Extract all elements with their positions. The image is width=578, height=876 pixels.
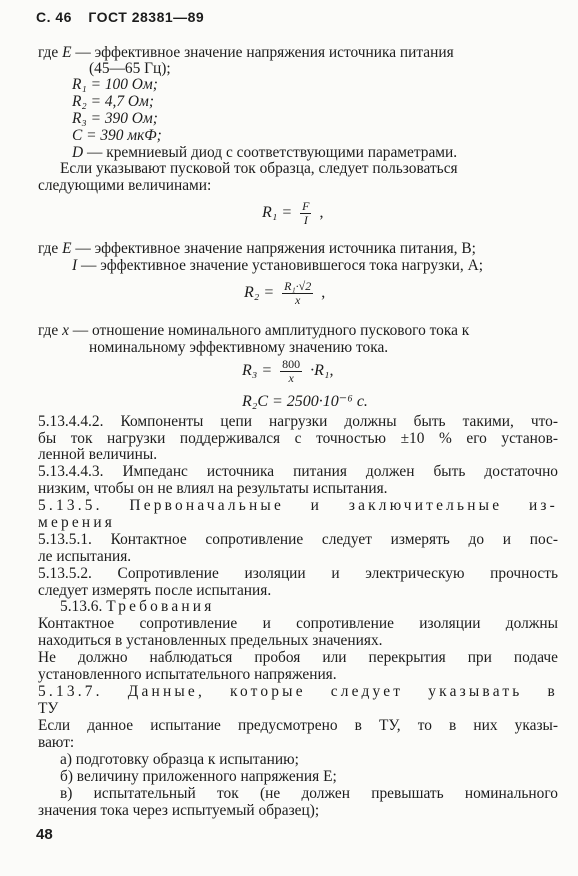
formula-r2 — [244, 280, 325, 307]
legend3-x-line2: номинальному эффективному значению тока. — [89, 339, 389, 356]
legend2-i-text: — эффективное значение установившегося тока нагрузки, А; — [81, 257, 484, 274]
clause-5-13-4-4-3-line2: низким, чтобы он не влиял на результаты испытания. — [38, 480, 388, 497]
clause-5-13-7-heading-line2: ТУ — [38, 700, 59, 717]
clause-5-13-6-heading — [60, 598, 215, 616]
clause-5-13-6-title: Требования — [106, 598, 215, 615]
paragraph-start-line1: Если указывают пусковой ток образца, следует пользоваться — [60, 160, 458, 177]
clause-5-13-6-p1-line2: находиться в установленных предельных значениях. — [38, 632, 383, 649]
symbol-i: I — [72, 257, 78, 274]
legend3-x-text: — отношение номинального амплитудного пускового тока к — [72, 322, 470, 339]
clause-5-13-7-heading-line1: 5.13.7. Данные, которые следует указывать в — [38, 683, 558, 700]
legend2-e-line — [38, 240, 476, 258]
page-header — [36, 8, 204, 26]
formula-r1-tail: , — [319, 204, 324, 222]
formula-r1-numerator: F — [302, 199, 310, 213]
formula-r2c: R₂C = 2500·10⁻⁶ c. — [242, 393, 368, 410]
formula-r2-denominator: x — [295, 293, 301, 307]
legend1-r2: R₂ = 4,7 Ом; — [72, 93, 154, 110]
page-footer-number: 48 — [36, 826, 53, 843]
list-item-c-line2: значения тока через испытуемый образец); — [38, 802, 320, 819]
formula-r2-fraction — [282, 280, 313, 307]
list-item-b: б) величину приложенного напряжения E; — [60, 768, 337, 785]
symbol-x: x — [62, 322, 69, 339]
legend2-i-line — [72, 257, 483, 275]
formula-r3-fraction — [280, 358, 302, 385]
formula-r2-tail: , — [321, 284, 326, 302]
clause-5-13-6-p2-line1: Не должно наблюдаться пробоя или перекрытия при подаче — [38, 649, 558, 666]
formula-r2-lhs: R₂ = — [244, 284, 275, 302]
legend-intro: где — [38, 322, 59, 339]
legend1-d-text: — кремниевый диод с соответствующими параметрами. — [86, 144, 458, 161]
formula-r2-numerator: R₁·√2 — [284, 279, 312, 293]
clause-5-13-4-4-2-line2: бы ток нагрузки поддерживался с точностью ±10 % его установ- — [38, 430, 558, 447]
formula-r1-fraction — [300, 200, 311, 227]
list-item-a: а) подготовку образца к испытанию; — [60, 751, 299, 768]
symbol-d: D — [72, 144, 84, 161]
clause-5-13-7-p-line2: вают: — [38, 734, 75, 751]
symbol-e: E — [62, 44, 72, 61]
clause-5-13-7-p-line1: Если данное испытание предусмотрено в ТУ, то в них указы- — [38, 717, 558, 734]
clause-5-13-5-heading-line1: 5.13.5. Первоначальные и заключительные из- — [38, 497, 558, 514]
legend-intro: где — [38, 44, 59, 61]
list-item-c-line1: в) испытательный ток (не должен превышать номинального — [60, 785, 558, 802]
formula-r1 — [262, 200, 323, 227]
clause-5-13-4-4-3-line1: 5.13.4.4.3. Импеданс источника питания должен быть достаточно — [38, 463, 558, 480]
header-standard: ГОСТ 28381—89 — [88, 9, 205, 25]
clause-5-13-5-2-line2: следует измерять после испытания. — [38, 582, 272, 599]
formula-r1-denominator: I — [303, 213, 308, 227]
formula-r3-numerator: 800 — [282, 357, 301, 371]
legend1-r1: R₁ = 100 Ом; — [72, 76, 158, 93]
formula-r3 — [242, 358, 333, 385]
clause-5-13-5-2-line1: 5.13.5.2. Сопротивление изоляции и электрическую прочность — [38, 565, 558, 582]
formula-r3-lhs: R₃ = — [242, 362, 273, 380]
clause-5-13-6-number: 5.13.6. — [60, 598, 103, 615]
clause-5-13-6-p1-line1: Контактное сопротивление и сопротивление изоляции должны — [38, 615, 558, 632]
clause-5-13-5-1-line1: 5.13.5.1. Контактное сопротивление следует измерять до и пос- — [38, 531, 558, 548]
formula-r3-tail: ·R₁, — [310, 362, 334, 380]
legend-intro: где — [38, 240, 59, 257]
legend1-c: C = 390 мкФ; — [72, 127, 162, 144]
clause-5-13-5-heading-line2: мерения — [38, 514, 116, 531]
paragraph-start-line2: следующими величинами: — [38, 177, 212, 194]
clause-5-13-5-1-line2: ле испытания. — [38, 548, 132, 565]
legend1-e-line2: (45—65 Гц); — [89, 60, 171, 77]
legend2-e-text: — эффективное значение напряжения источника питания, В; — [75, 240, 476, 257]
header-page-number: С. 46 — [36, 9, 72, 25]
legend1-e-text: — эффективное значение напряжения источника питания — [75, 44, 454, 61]
clause-5-13-4-4-2-line1: 5.13.4.4.2. Компоненты цепи нагрузки должны быть такими, что- — [38, 413, 558, 430]
clause-5-13-4-4-2-line3: ленной величины. — [38, 446, 158, 463]
legend1-r3: R₃ = 390 Ом; — [72, 110, 158, 127]
symbol-e: E — [62, 240, 72, 257]
legend3-x-line — [38, 322, 469, 340]
formula-r1-lhs: R₁ = — [262, 204, 293, 222]
formula-r3-denominator: x — [288, 371, 294, 385]
clause-5-13-6-p2-line2: установленного испытательного напряжения. — [38, 666, 337, 683]
